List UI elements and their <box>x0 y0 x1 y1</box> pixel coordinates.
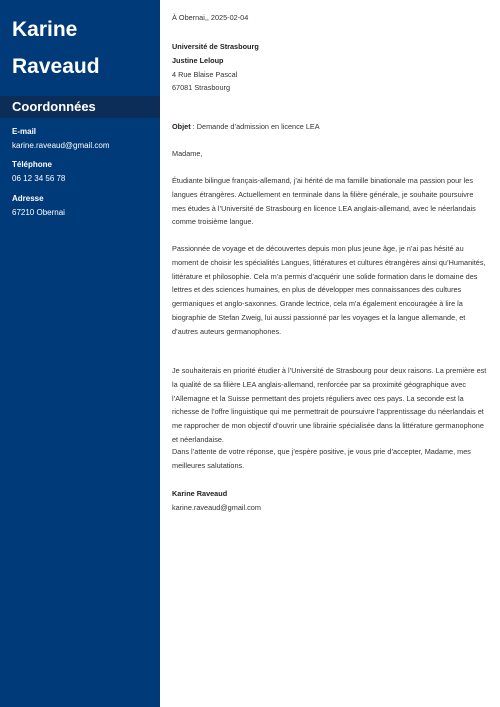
place-date: À Obernai,, 2025-02-04 <box>172 13 249 22</box>
recipient-city: 67081 Strasbourg <box>172 83 231 93</box>
sidebar <box>0 0 160 707</box>
recipient-street: 4 Rue Blaise Pascal <box>172 69 238 79</box>
first-name: Karine <box>12 18 78 41</box>
subject-label: Objet <box>172 122 191 131</box>
contact-section-title: Coordonnées <box>12 99 96 114</box>
paragraph-2: Passionnée de voyage et de découvertes depuis mon plus jeune âge, je n’ai pas hésité au moment de choisir les spécialités Langues, littératures et cultures étrangères ainsi qu’Humanités, littérature et philosophie. Cela m’a permis d’acquérir une solide formation dans le domaine des lettres et des sciences humaines, en plus de développer mes connaissances des cultures germaniques et anglo-saxonnes. Grande lectrice, cela m’a également encouragée à lire la biographie de Stefan Zweig, lui aussi passionné par les voyages et la langue allemande, et d’autres auteurs germanophones. <box>172 244 486 336</box>
subject-line <box>172 120 488 134</box>
recipient-block <box>172 40 488 95</box>
recipient-organization: Université de Strasbourg <box>172 42 259 51</box>
paragraph-1: Étudiante bilingue français-allemand, j’ai hérité de ma famille binationale ma passion pour les langues étrangères. Actuellement en terminale dans la filière générale, je souhaite poursuivre mes études à l’Université de Strasbourg en licence LEA anglais-allemand, avec le néerlandais comme troisième langue. <box>172 176 476 227</box>
signature-name: Karine Raveaud <box>172 489 228 498</box>
salutation: Madame, <box>172 149 203 158</box>
email-value[interactable]: karine.raveaud@gmail.com <box>12 141 110 150</box>
phone-label: Téléphone <box>12 160 53 169</box>
phone-value: 06 12 34 56 78 <box>12 174 66 183</box>
email-label: E-mail <box>12 127 37 136</box>
paragraph-4: Dans l’attente de votre réponse, que j’espère positive, je vous prie d’accepter, Madame, mes meilleures salutations. <box>172 447 471 470</box>
contact-section-header <box>0 96 160 118</box>
subject-text: : Demande d’admission en licence LEA <box>190 122 320 131</box>
paragraph-3: Je souhaiterais en priorité étudier à l’Université de Strasbourg pour deux raisons. La première est la qualité de sa filière LEA anglais-allemand, renforcée par sa proximité géographique avec l’Allemagne et la Suisse permettant des projets réguliers avec ces pays. La seconde est la richesse de l’offre linguistique qui me permettrait de poursuivre l’apprentissage du néerlandais et me rapprocher de mon objectif d’ouvrir une librairie spécialisée dans la littérature germanophone et néerlandaise. <box>172 366 487 444</box>
last-name: Raveaud <box>12 55 100 78</box>
address-label: Adresse <box>12 194 44 203</box>
address-value: 67210 Obernai <box>12 208 65 217</box>
signature-email[interactable]: karine.raveaud@gmail.com <box>172 503 261 512</box>
recipient-name: Justine Leloup <box>172 55 224 65</box>
